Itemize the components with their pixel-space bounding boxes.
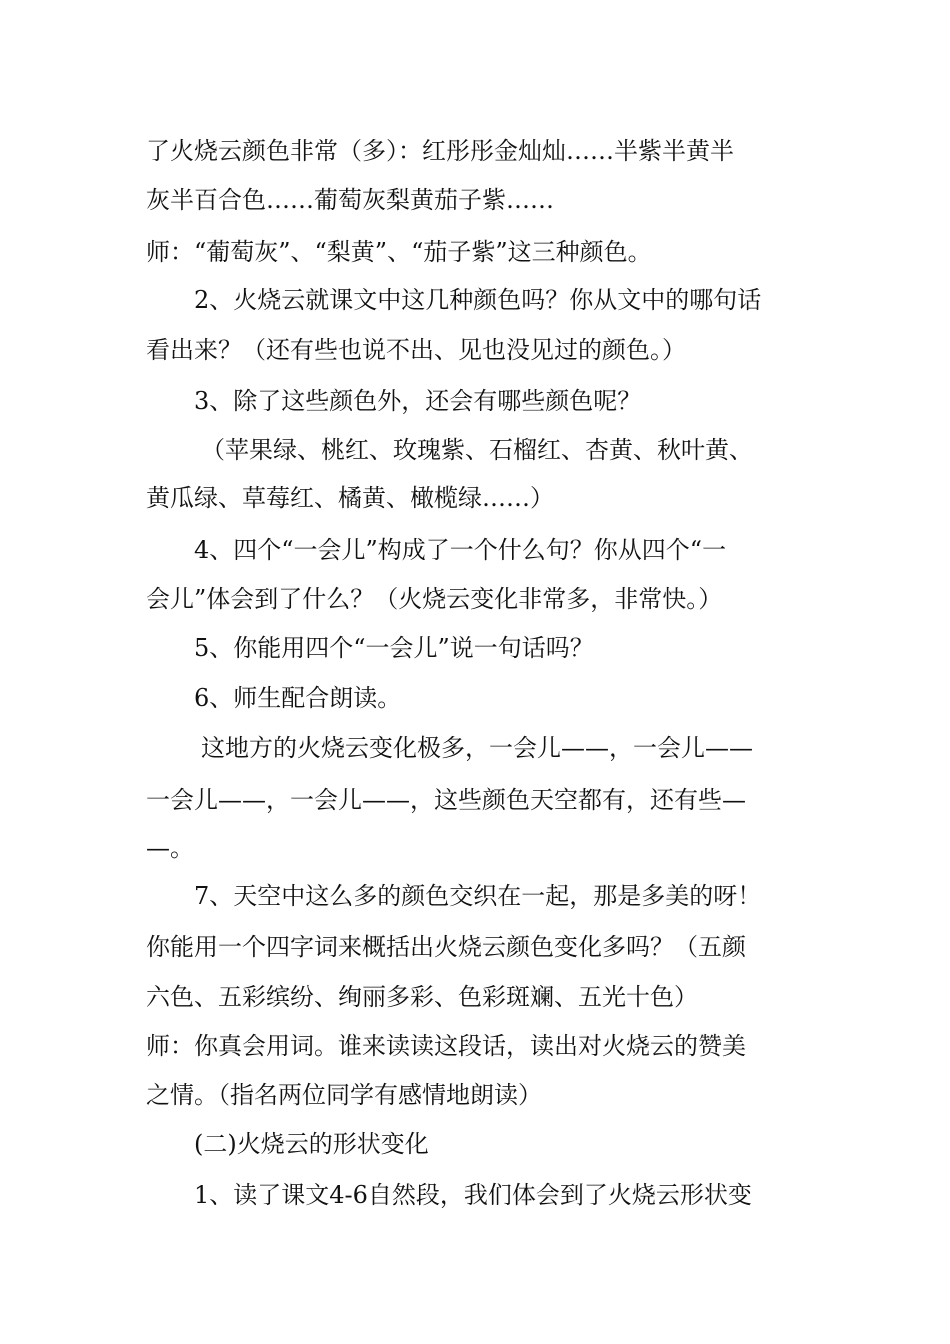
text-line: 3、除了这些颜色外，还会有哪些颜色呢？ bbox=[194, 387, 642, 415]
text-line: 这地方的火烧云变化极多，一会儿——，一会儿—— bbox=[201, 734, 753, 762]
text-line: 了火烧云颜色非常（多）：红彤彤金灿灿……半紫半黄半 bbox=[146, 137, 734, 165]
text-line: 师：你真会用词。谁来读读这段话，读出对火烧云的赞美 bbox=[146, 1032, 746, 1060]
text-line: 黄瓜绿、草莓红、橘黄、橄榄绿……） bbox=[146, 484, 554, 512]
text-line: (二)火烧云的形状变化 bbox=[194, 1130, 429, 1158]
text-line: 一会儿——，一会儿——，这些颜色天空都有，还有些— bbox=[146, 786, 746, 814]
text-line: 1、读了课文4-6自然段，我们体会到了火烧云形状变 bbox=[194, 1181, 752, 1209]
text-line: 6、师生配合朗读。 bbox=[194, 684, 402, 712]
text-line: 5、你能用四个“一会儿”说一句话吗？ bbox=[194, 634, 594, 662]
text-line: 之情。（指名两位同学有感情地朗读） bbox=[146, 1081, 542, 1109]
text-line: 2、火烧云就课文中这几种颜色吗？你从文中的哪句话 bbox=[194, 286, 762, 314]
text-line: 六色、五彩缤纷、绚丽多彩、色彩斑斓、五光十色） bbox=[146, 983, 698, 1011]
text-line: 4、四个“一会儿”构成了一个什么句？你从四个“一 bbox=[194, 536, 727, 564]
text-line: —。 bbox=[146, 834, 194, 862]
text-line: 7、天空中这么多的颜色交织在一起，那是多美的呀！ bbox=[194, 882, 762, 910]
text-line: 师：“葡萄灰”、“梨黄”、“茄子紫”这三种颜色。 bbox=[146, 238, 652, 266]
text-line: （苹果绿、桃红、玫瑰紫、石榴红、杏黄、秋叶黄、 bbox=[201, 436, 753, 464]
text-line: 会儿”体会到了什么？（火烧云变化非常多，非常快。） bbox=[146, 585, 723, 613]
text-line: 你能用一个四字词来概括出火烧云颜色变化多吗？（五颜 bbox=[146, 933, 746, 961]
text-line: 看出来？（还有些也说不出、见也没见过的颜色。） bbox=[146, 336, 686, 364]
text-line: 灰半百合色……葡萄灰梨黄茄子紫…… bbox=[146, 186, 554, 214]
